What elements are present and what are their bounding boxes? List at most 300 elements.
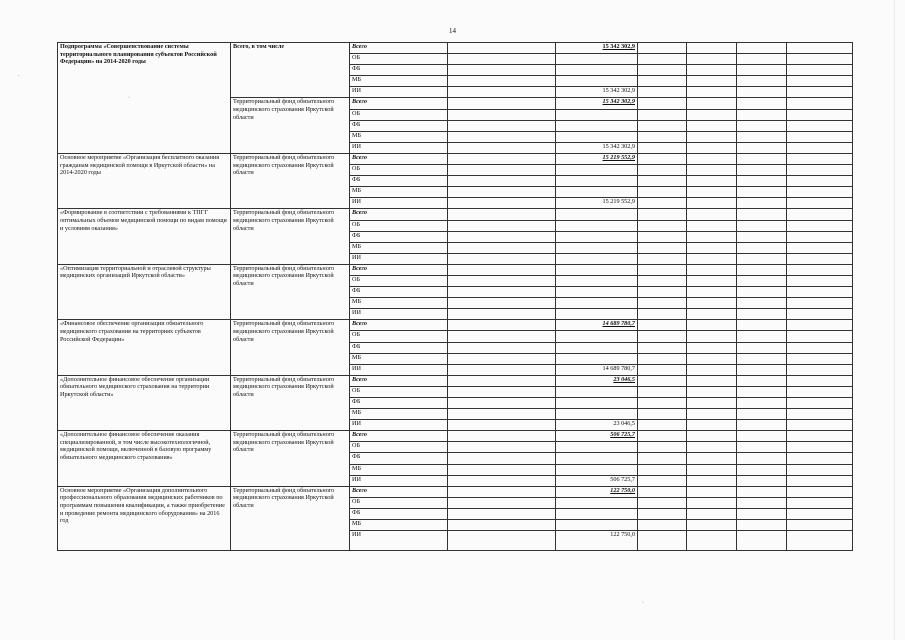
empty-cell — [638, 508, 687, 519]
empty-cell — [638, 54, 687, 65]
empty-cell — [448, 386, 556, 397]
empty-cell — [638, 109, 687, 120]
empty-cell — [448, 76, 556, 87]
empty-cell — [638, 531, 687, 551]
scan-mark: · — [642, 600, 644, 606]
funding-source: ОБ — [350, 386, 448, 397]
funding-value: 23 046,5 — [556, 420, 638, 431]
empty-cell — [638, 142, 687, 153]
empty-cell — [638, 353, 687, 364]
empty-cell — [737, 209, 787, 220]
empty-cell — [638, 386, 687, 397]
empty-cell — [787, 242, 853, 253]
empty-cell — [787, 309, 853, 320]
funding-value — [556, 165, 638, 176]
funding-source: ОБ — [350, 220, 448, 231]
empty-cell — [737, 431, 787, 442]
funding-source: ФБ — [350, 342, 448, 353]
empty-cell — [787, 109, 853, 120]
empty-cell — [787, 187, 853, 198]
empty-cell — [638, 375, 687, 386]
empty-cell — [638, 264, 687, 275]
funding-value: 15 342 302,9 — [556, 43, 638, 54]
empty-cell — [687, 464, 737, 475]
funding-source: ФБ — [350, 287, 448, 298]
executor-name: Территориальный фонд обязательного медицинского страхования Иркутской области — [231, 486, 350, 550]
table-row — [58, 375, 853, 386]
empty-cell — [787, 386, 853, 397]
empty-cell — [737, 453, 787, 464]
funding-value: 14 689 780,7 — [556, 320, 638, 331]
empty-cell — [787, 220, 853, 231]
empty-cell — [787, 131, 853, 142]
empty-cell — [638, 198, 687, 209]
page-edge — [894, 0, 895, 640]
empty-cell — [687, 87, 737, 98]
empty-cell — [787, 475, 853, 486]
empty-cell — [787, 275, 853, 286]
funding-value — [556, 298, 638, 309]
empty-cell — [787, 209, 853, 220]
funding-source: ИИ — [350, 475, 448, 486]
funding-source: МБ — [350, 131, 448, 142]
funding-value — [556, 309, 638, 320]
empty-cell — [638, 420, 687, 431]
empty-cell — [448, 87, 556, 98]
empty-cell — [737, 253, 787, 264]
scan-mark: · — [128, 95, 130, 101]
funding-source: ИИ — [350, 87, 448, 98]
empty-cell — [687, 364, 737, 375]
funding-source: МБ — [350, 76, 448, 87]
empty-cell — [737, 43, 787, 54]
funding-value — [556, 65, 638, 76]
empty-cell — [638, 464, 687, 475]
table-row — [58, 486, 853, 497]
funding-source: МБ — [350, 298, 448, 309]
empty-cell — [638, 242, 687, 253]
empty-cell — [687, 420, 737, 431]
empty-cell — [448, 486, 556, 497]
empty-cell — [448, 43, 556, 54]
empty-cell — [737, 120, 787, 131]
empty-cell — [448, 231, 556, 242]
empty-cell — [737, 153, 787, 164]
empty-cell — [787, 420, 853, 431]
empty-cell — [638, 331, 687, 342]
empty-cell — [448, 475, 556, 486]
empty-cell — [787, 98, 853, 109]
empty-cell — [448, 109, 556, 120]
funding-source: Всего — [350, 98, 448, 109]
empty-cell — [787, 65, 853, 76]
empty-cell — [687, 231, 737, 242]
empty-cell — [687, 120, 737, 131]
funding-source: ОБ — [350, 109, 448, 120]
executor-name: Территориальный фонд обязательного медицинского страхования Иркутской области — [231, 264, 350, 319]
funding-value — [556, 253, 638, 264]
section-name: «Дополнительное финансовое обеспечение организации обязательного медицинского страхования на территории Иркутской области» — [58, 375, 231, 430]
table-row — [58, 153, 853, 164]
funding-source: ИИ — [350, 309, 448, 320]
empty-cell — [737, 176, 787, 187]
empty-cell — [737, 87, 787, 98]
funding-value — [556, 331, 638, 342]
empty-cell — [448, 242, 556, 253]
empty-cell — [687, 242, 737, 253]
empty-cell — [787, 531, 853, 551]
empty-cell — [687, 287, 737, 298]
empty-cell — [737, 242, 787, 253]
empty-cell — [687, 165, 737, 176]
funding-source: ФБ — [350, 120, 448, 131]
empty-cell — [787, 264, 853, 275]
empty-cell — [638, 486, 687, 497]
empty-cell — [448, 253, 556, 264]
empty-cell — [687, 375, 737, 386]
funding-value — [556, 220, 638, 231]
table-row — [58, 264, 853, 275]
empty-cell — [638, 298, 687, 309]
funding-value — [556, 398, 638, 409]
empty-cell — [687, 520, 737, 531]
table-row — [58, 431, 853, 442]
empty-cell — [687, 220, 737, 231]
empty-cell — [638, 65, 687, 76]
empty-cell — [737, 398, 787, 409]
empty-cell — [687, 475, 737, 486]
funding-source: МБ — [350, 520, 448, 531]
funding-source: ОБ — [350, 275, 448, 286]
empty-cell — [687, 409, 737, 420]
empty-cell — [448, 409, 556, 420]
empty-cell — [737, 508, 787, 519]
empty-cell — [448, 520, 556, 531]
funding-source: Всего — [350, 320, 448, 331]
empty-cell — [737, 475, 787, 486]
funding-value — [556, 275, 638, 286]
empty-cell — [737, 65, 787, 76]
funding-source: ФБ — [350, 65, 448, 76]
empty-cell — [737, 187, 787, 198]
empty-cell — [448, 375, 556, 386]
empty-cell — [787, 176, 853, 187]
empty-cell — [737, 375, 787, 386]
funding-value — [556, 231, 638, 242]
empty-cell — [448, 264, 556, 275]
empty-cell — [737, 109, 787, 120]
funding-source: МБ — [350, 464, 448, 475]
funding-value — [556, 120, 638, 131]
empty-cell — [448, 342, 556, 353]
empty-cell — [638, 131, 687, 142]
empty-cell — [737, 131, 787, 142]
funding-value: 15 219 552,9 — [556, 198, 638, 209]
empty-cell — [687, 43, 737, 54]
empty-cell — [638, 76, 687, 87]
empty-cell — [687, 486, 737, 497]
empty-cell — [687, 176, 737, 187]
empty-cell — [687, 331, 737, 342]
empty-cell — [737, 287, 787, 298]
empty-cell — [787, 520, 853, 531]
empty-cell — [737, 142, 787, 153]
empty-cell — [448, 220, 556, 231]
empty-cell — [638, 453, 687, 464]
funding-source: ОБ — [350, 331, 448, 342]
funding-value: 15 342 302,9 — [556, 98, 638, 109]
empty-cell — [638, 320, 687, 331]
funding-source: Всего — [350, 43, 448, 54]
empty-cell — [787, 54, 853, 65]
empty-cell — [638, 497, 687, 508]
empty-cell — [737, 165, 787, 176]
funding-value — [556, 386, 638, 397]
empty-cell — [687, 65, 737, 76]
empty-cell — [737, 520, 787, 531]
funding-value — [556, 353, 638, 364]
empty-cell — [448, 353, 556, 364]
empty-cell — [448, 431, 556, 442]
empty-cell — [448, 98, 556, 109]
empty-cell — [787, 398, 853, 409]
scan-mark: . — [18, 72, 20, 78]
empty-cell — [448, 497, 556, 508]
funding-value — [556, 287, 638, 298]
empty-cell — [638, 253, 687, 264]
funding-value — [556, 54, 638, 65]
empty-cell — [787, 142, 853, 153]
funding-value — [556, 442, 638, 453]
empty-cell — [787, 320, 853, 331]
empty-cell — [638, 187, 687, 198]
empty-cell — [687, 453, 737, 464]
empty-cell — [787, 120, 853, 131]
executor-name: Всего, в том числе — [231, 43, 350, 98]
funding-source: Всего — [350, 486, 448, 497]
section-name: «Дополнительное финансовое обеспечение оказания специализированной, в том числе высокотехнологичной, медицинской помощи, включенной в базовую программу обязательного медицинского страхования» — [58, 431, 231, 486]
empty-cell — [687, 275, 737, 286]
empty-cell — [448, 531, 556, 551]
empty-cell — [448, 287, 556, 298]
empty-cell — [787, 87, 853, 98]
empty-cell — [687, 198, 737, 209]
funding-value: 14 689 780,7 — [556, 364, 638, 375]
funding-source: ФБ — [350, 508, 448, 519]
funding-source: ОБ — [350, 54, 448, 65]
empty-cell — [787, 287, 853, 298]
empty-cell — [638, 431, 687, 442]
funding-value: 122 750,0 — [556, 486, 638, 497]
funding-source: ОБ — [350, 497, 448, 508]
executor-name: Территориальный фонд обязательного медицинского страхования Иркутской области — [231, 98, 350, 153]
empty-cell — [787, 353, 853, 364]
empty-cell — [787, 409, 853, 420]
section-name: «Оптимизация территориальной и отраслевой структуры медицинских организаций Иркутской области» — [58, 264, 231, 319]
funding-value — [556, 109, 638, 120]
empty-cell — [638, 220, 687, 231]
empty-cell — [787, 375, 853, 386]
funding-source: ОБ — [350, 442, 448, 453]
funding-source: ИИ — [350, 531, 448, 551]
executor-name: Территориальный фонд обязательного медицинского страхования Иркутской области — [231, 153, 350, 208]
empty-cell — [448, 364, 556, 375]
empty-cell — [687, 209, 737, 220]
empty-cell — [737, 198, 787, 209]
empty-cell — [638, 165, 687, 176]
empty-cell — [448, 508, 556, 519]
empty-cell — [737, 331, 787, 342]
empty-cell — [638, 209, 687, 220]
empty-cell — [787, 342, 853, 353]
funding-table — [57, 42, 853, 551]
empty-cell — [787, 298, 853, 309]
funding-source: ФБ — [350, 453, 448, 464]
section-name: Основное мероприятие «Организация бесплатного оказания гражданам медицинской помощи в Иркутской области» на 2014-2020 годы — [58, 153, 231, 208]
empty-cell — [448, 309, 556, 320]
empty-cell — [448, 398, 556, 409]
funding-source: Всего — [350, 264, 448, 275]
empty-cell — [787, 453, 853, 464]
empty-cell — [448, 153, 556, 164]
empty-cell — [687, 342, 737, 353]
empty-cell — [737, 497, 787, 508]
empty-cell — [787, 198, 853, 209]
funding-source: ИИ — [350, 420, 448, 431]
empty-cell — [448, 275, 556, 286]
empty-cell — [638, 475, 687, 486]
empty-cell — [448, 320, 556, 331]
empty-cell — [638, 87, 687, 98]
funding-source: ИИ — [350, 364, 448, 375]
empty-cell — [787, 76, 853, 87]
empty-cell — [687, 131, 737, 142]
funding-value — [556, 409, 638, 420]
empty-cell — [737, 309, 787, 320]
funding-value — [556, 209, 638, 220]
empty-cell — [787, 153, 853, 164]
empty-cell — [737, 386, 787, 397]
empty-cell — [737, 420, 787, 431]
funding-value — [556, 508, 638, 519]
empty-cell — [448, 165, 556, 176]
empty-cell — [787, 165, 853, 176]
funding-source: МБ — [350, 353, 448, 364]
table-row — [58, 43, 853, 54]
empty-cell — [448, 198, 556, 209]
funding-value — [556, 342, 638, 353]
empty-cell — [448, 442, 556, 453]
funding-value — [556, 453, 638, 464]
empty-cell — [787, 497, 853, 508]
section-name: Подпрограмма «Совершенствование системы территориального планирования субъектов Российской Федерации» на 2014-2020 годы — [58, 43, 231, 154]
funding-source: ИИ — [350, 198, 448, 209]
empty-cell — [638, 398, 687, 409]
empty-cell — [737, 464, 787, 475]
empty-cell — [737, 342, 787, 353]
empty-cell — [687, 187, 737, 198]
empty-cell — [787, 43, 853, 54]
empty-cell — [687, 153, 737, 164]
empty-cell — [448, 453, 556, 464]
empty-cell — [687, 353, 737, 364]
empty-cell — [787, 431, 853, 442]
section-name: Основное мероприятие «Организация дополнительного профессионального образования медицинских работников по программам повышения квалификации, а также приобретение и проведение ремонта медицинского оборудования» на 2016 год — [58, 486, 231, 550]
empty-cell — [737, 531, 787, 551]
empty-cell — [448, 131, 556, 142]
empty-cell — [737, 409, 787, 420]
funding-value — [556, 176, 638, 187]
empty-cell — [687, 431, 737, 442]
empty-cell — [638, 176, 687, 187]
empty-cell — [638, 43, 687, 54]
empty-cell — [737, 364, 787, 375]
empty-cell — [787, 442, 853, 453]
funding-source: ФБ — [350, 398, 448, 409]
empty-cell — [448, 120, 556, 131]
funding-value: 15 342 302,9 — [556, 87, 638, 98]
empty-cell — [687, 497, 737, 508]
empty-cell — [787, 364, 853, 375]
funding-source: ИИ — [350, 142, 448, 153]
empty-cell — [687, 109, 737, 120]
executor-name: Территориальный фонд обязательного медицинского страхования Иркутской области — [231, 320, 350, 375]
funding-source: Всего — [350, 153, 448, 164]
funding-source: ФБ — [350, 231, 448, 242]
empty-cell — [687, 264, 737, 275]
empty-cell — [737, 442, 787, 453]
empty-cell — [687, 320, 737, 331]
funding-value: 506 725,7 — [556, 431, 638, 442]
empty-cell — [737, 275, 787, 286]
empty-cell — [448, 54, 556, 65]
empty-cell — [638, 153, 687, 164]
funding-value: 506 725,7 — [556, 475, 638, 486]
empty-cell — [737, 231, 787, 242]
empty-cell — [737, 298, 787, 309]
empty-cell — [448, 209, 556, 220]
empty-cell — [687, 531, 737, 551]
empty-cell — [448, 464, 556, 475]
funding-value: 15 219 552,9 — [556, 153, 638, 164]
empty-cell — [448, 331, 556, 342]
funding-value — [556, 520, 638, 531]
empty-cell — [737, 76, 787, 87]
empty-cell — [638, 275, 687, 286]
funding-value — [556, 131, 638, 142]
funding-value: 23 046,5 — [556, 375, 638, 386]
empty-cell — [737, 220, 787, 231]
empty-cell — [448, 65, 556, 76]
empty-cell — [638, 287, 687, 298]
empty-cell — [787, 508, 853, 519]
empty-cell — [687, 298, 737, 309]
funding-value — [556, 464, 638, 475]
empty-cell — [448, 142, 556, 153]
empty-cell — [737, 98, 787, 109]
empty-cell — [787, 331, 853, 342]
empty-cell — [737, 54, 787, 65]
empty-cell — [638, 309, 687, 320]
empty-cell — [448, 187, 556, 198]
empty-cell — [687, 54, 737, 65]
empty-cell — [687, 508, 737, 519]
empty-cell — [737, 353, 787, 364]
empty-cell — [687, 309, 737, 320]
funding-source: МБ — [350, 187, 448, 198]
empty-cell — [448, 420, 556, 431]
funding-value — [556, 76, 638, 87]
